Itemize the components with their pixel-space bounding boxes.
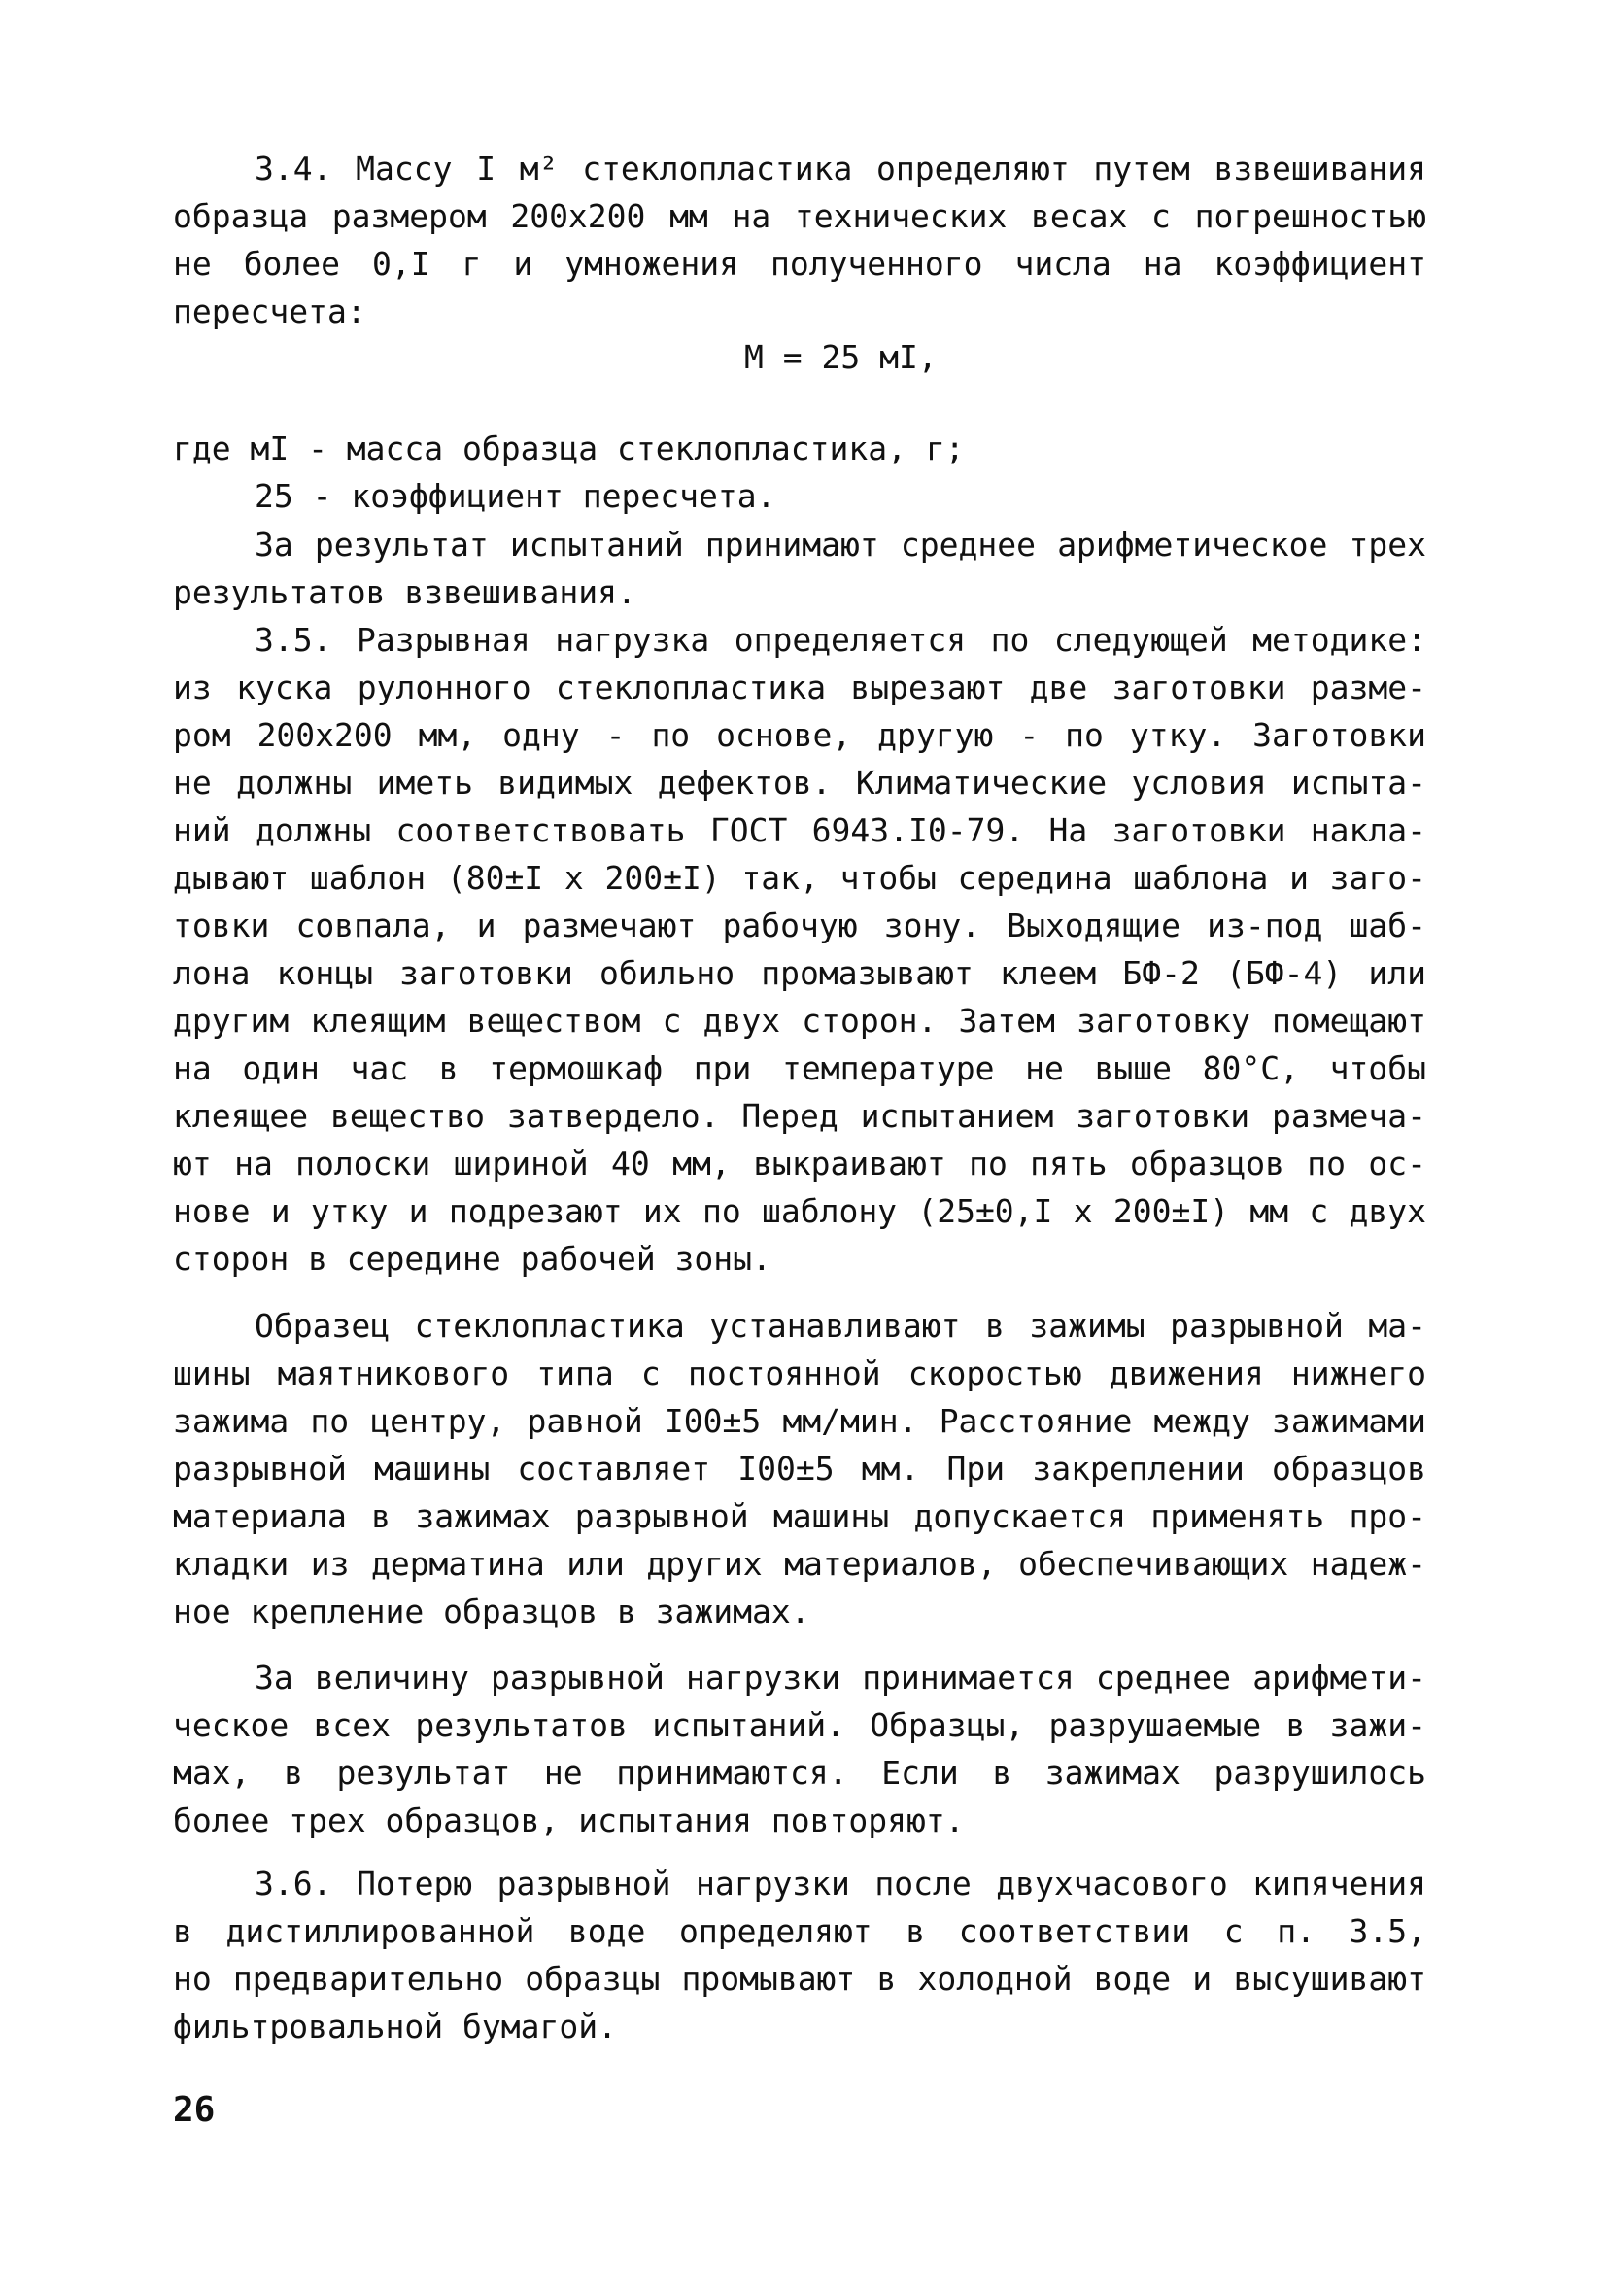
text-line: нове и утку и подрезают их по шаблону (25±0,I x 200±I) мм с двух [173,1192,1426,1230]
text-line: ют на полоски шириной 40 мм, выкраивают по пять образцов по ос- [173,1145,1426,1182]
text-line: клеящее вещество затвердело. Перед испытанием заготовки размеча- [173,1097,1426,1135]
text-line: результатов взвешивания. [173,573,636,611]
text-line: За величину разрывной нагрузки принимается среднее арифмети- [255,1659,1426,1696]
text-line: ром 200x200 мм, одну - по основе, другую - по утку. Заготовки [173,716,1426,754]
text-line: лона концы заготовки обильно промазывают клеем БФ-2 (БФ-4) или [173,954,1426,992]
text-line: шины маятникового типа с постоянной скоростью движения нижнего [173,1354,1426,1392]
text-line: где мI - масса образца стеклопластика, г; [173,429,965,467]
text-line: дывают шаблон (80±I x 200±I) так, чтобы середина шаблона и заго- [173,859,1426,897]
text-line: 3.5. Разрывная нагрузка определяется по следующей методике: [255,621,1426,659]
text-line: 3.4. Массу I м² стеклопластика определяют путем взвешивания [255,150,1426,188]
text-line: кладки из дерматина или других материалов, обеспечивающих надеж- [173,1545,1426,1583]
text-line: 3.6. Потерю разрывной нагрузки после двухчасового кипячения [255,1865,1426,1902]
text-line: ное крепление образцов в зажимах. [173,1593,810,1630]
text-line: другим клеящим веществом с двух сторон. Затем заготовку помещают [173,1002,1426,1040]
text-line: но предварительно образцы промывают в холодной воде и высушивают [173,1960,1426,1998]
text-line: За результат испытаний принимают среднее арифметическое трех [255,526,1426,564]
text-line: более трех образцов, испытания повторяют. [173,1801,965,1839]
text-line: 25 - коэффициент пересчета. [255,477,776,515]
text-line: не более 0,I г и умножения полученного числа на коэффициент [173,245,1426,283]
text-line: разрывной машины составляет I00±5 мм. При закреплении образцов [173,1450,1426,1488]
text-line: зажима по центру, равной I00±5 мм/мин. Расстояние между зажимами [173,1402,1426,1440]
text-line: на один час в термошкаф при температуре не выше 80°C, чтобы [173,1049,1426,1087]
text-line: Образец стеклопластика устанавливают в зажимы разрывной ма- [255,1307,1426,1345]
text-line: в дистиллированной воде определяют в соответствии с п. 3.5, [173,1912,1426,1950]
text-line: мах, в результат не принимаются. Если в зажимах разрушилось [173,1754,1426,1792]
text-line: сторон в середине рабочей зоны. [173,1240,771,1278]
text-line: материала в зажимах разрывной машины допускается применять про- [173,1497,1426,1535]
text-line: ний должны соответствовать ГОСТ 6943.I0-79. На заготовки накла- [173,811,1426,849]
text-line: не должны иметь видимых дефектов. Климатические условия испыта- [173,764,1426,802]
text-line: товки совпала, и размечают рабочую зону. Выходящие из-под шаб- [173,907,1426,944]
formula: M = 25 мI, [744,338,938,376]
text-line: ческое всех результатов испытаний. Образцы, разрушаемые в зажи- [173,1706,1426,1744]
text-line: фильтровальной бумагой. [173,2007,617,2045]
text-line: образца размером 200x200 мм на технических весах с погрешностью [173,197,1426,235]
text-line: из куска рулонного стеклопластика вырезают две заготовки разме- [173,668,1426,706]
text-line: пересчета: [173,292,366,330]
page-number: 26 [173,2090,216,2130]
